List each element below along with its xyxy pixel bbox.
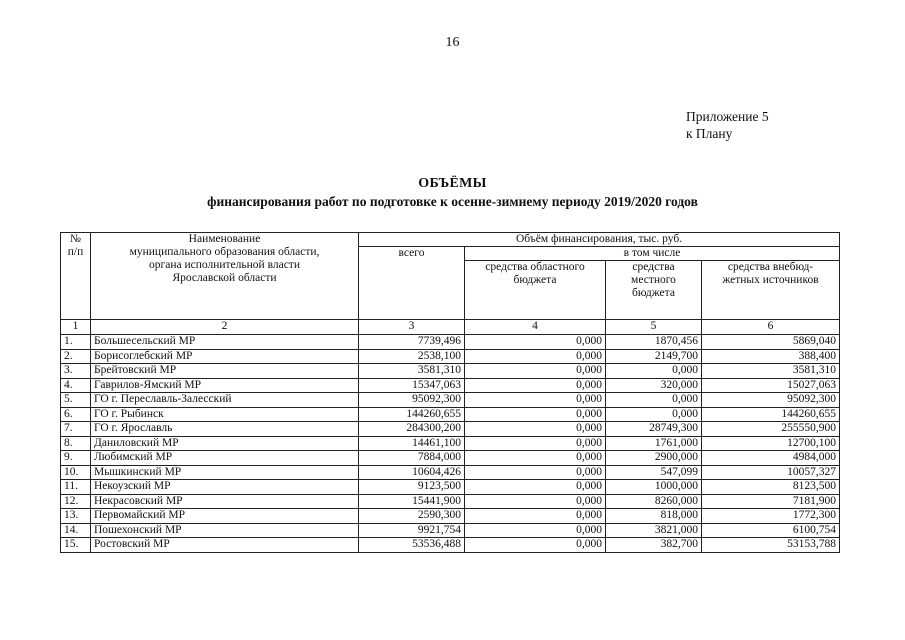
row-name: Любимский МР: [91, 451, 359, 466]
row-total: 53536,488: [359, 538, 465, 553]
row-number: 14.: [61, 523, 91, 538]
row-total: 2590,300: [359, 509, 465, 524]
row-regional: 0,000: [465, 422, 606, 437]
row-number: 1.: [61, 335, 91, 350]
table-header: [61, 233, 840, 335]
row-name: Некоузский МР: [91, 480, 359, 495]
row-offbudget: 388,400: [702, 349, 840, 364]
appendix-note: [686, 108, 769, 142]
row-regional: 0,000: [465, 407, 606, 422]
row-regional: 0,000: [465, 494, 606, 509]
row-number: 13.: [61, 509, 91, 524]
row-number: 4.: [61, 378, 91, 393]
table-row: [61, 509, 840, 524]
table-row: [61, 436, 840, 451]
row-offbudget: 255550,900: [702, 422, 840, 437]
row-name: Большесельский МР: [91, 335, 359, 350]
table-row: [61, 523, 840, 538]
page-number: 16: [445, 35, 460, 50]
row-total: 10604,426: [359, 465, 465, 480]
row-offbudget: 6100,754: [702, 523, 840, 538]
row-offbudget: 5869,040: [702, 335, 840, 350]
row-local: 28749,300: [606, 422, 702, 437]
row-name: Некрасовский МР: [91, 494, 359, 509]
column-number: 2: [91, 320, 359, 335]
row-name: ГО г. Ярославль: [91, 422, 359, 437]
row-local: 0,000: [606, 407, 702, 422]
row-number: 9.: [61, 451, 91, 466]
row-offbudget: 144260,655: [702, 407, 840, 422]
row-offbudget: 10057,327: [702, 465, 840, 480]
row-regional: 0,000: [465, 465, 606, 480]
table-row: [61, 422, 840, 437]
table-row: [61, 451, 840, 466]
row-local: 547,099: [606, 465, 702, 480]
row-number: 6.: [61, 407, 91, 422]
table-row: [61, 378, 840, 393]
row-offbudget: 95092,300: [702, 393, 840, 408]
row-name: Брейтовский МР: [91, 364, 359, 379]
row-number: 15.: [61, 538, 91, 553]
table-row: [61, 494, 840, 509]
row-name: Мышкинский МР: [91, 465, 359, 480]
row-regional: 0,000: [465, 538, 606, 553]
header-including: в том числе: [465, 247, 840, 261]
document-title: ОБЪЁМЫ: [418, 176, 487, 191]
header-total: всего: [359, 247, 465, 320]
row-regional: 0,000: [465, 364, 606, 379]
row-local: 0,000: [606, 393, 702, 408]
column-number: 4: [465, 320, 606, 335]
row-offbudget: 4984,000: [702, 451, 840, 466]
column-number: 6: [702, 320, 840, 335]
table-row: [61, 335, 840, 350]
row-regional: 0,000: [465, 480, 606, 495]
row-local: 818,000: [606, 509, 702, 524]
row-name: ГО г. Переславль-Залесский: [91, 393, 359, 408]
column-number-row: [61, 320, 840, 335]
row-local: 3821,000: [606, 523, 702, 538]
row-number: 7.: [61, 422, 91, 437]
header-regional: средства областного бюджета: [465, 261, 606, 320]
column-number: 5: [606, 320, 702, 335]
row-total: 7739,496: [359, 335, 465, 350]
table-row: [61, 393, 840, 408]
row-offbudget: 3581,310: [702, 364, 840, 379]
row-name: Пошехонский МР: [91, 523, 359, 538]
row-name: Даниловский МР: [91, 436, 359, 451]
header-name: Наименование муниципального образования области, органа исполнительной власти Ярославской области: [91, 233, 359, 320]
row-number: 10.: [61, 465, 91, 480]
row-offbudget: 12700,100: [702, 436, 840, 451]
appendix-line-1: Приложение 5: [686, 109, 769, 124]
header-offbudget: средства внебюд- жетных источников: [702, 261, 840, 320]
row-local: 0,000: [606, 364, 702, 379]
row-total: 15347,063: [359, 378, 465, 393]
row-local: 320,000: [606, 378, 702, 393]
table-row: [61, 480, 840, 495]
row-name: Ростовский МР: [91, 538, 359, 553]
row-total: 2538,100: [359, 349, 465, 364]
row-name: Гаврилов-Ямский МР: [91, 378, 359, 393]
row-total: 9921,754: [359, 523, 465, 538]
row-regional: 0,000: [465, 378, 606, 393]
row-local: 382,700: [606, 538, 702, 553]
header-num: № п/п: [61, 233, 91, 320]
document-subtitle: финансирования работ по подготовке к осенне-зимнему периоду 2019/2020 годов: [207, 194, 698, 209]
row-total: 3581,310: [359, 364, 465, 379]
row-number: 12.: [61, 494, 91, 509]
row-total: 284300,200: [359, 422, 465, 437]
row-local: 2900,000: [606, 451, 702, 466]
row-local: 2149,700: [606, 349, 702, 364]
row-total: 7884,000: [359, 451, 465, 466]
row-total: 95092,300: [359, 393, 465, 408]
row-number: 5.: [61, 393, 91, 408]
row-offbudget: 15027,063: [702, 378, 840, 393]
row-name: ГО г. Рыбинск: [91, 407, 359, 422]
row-local: 1870,456: [606, 335, 702, 350]
header-local: средства местного бюджета: [606, 261, 702, 320]
row-offbudget: 7181,900: [702, 494, 840, 509]
row-regional: 0,000: [465, 509, 606, 524]
row-total: 9123,500: [359, 480, 465, 495]
table-row: [61, 364, 840, 379]
row-local: 1761,000: [606, 436, 702, 451]
column-number: 1: [61, 320, 91, 335]
row-number: 3.: [61, 364, 91, 379]
funding-table: [60, 232, 840, 553]
row-regional: 0,000: [465, 393, 606, 408]
row-number: 8.: [61, 436, 91, 451]
row-total: 15441,900: [359, 494, 465, 509]
appendix-line-2: к Плану: [686, 126, 733, 141]
row-total: 14461,100: [359, 436, 465, 451]
row-regional: 0,000: [465, 436, 606, 451]
row-regional: 0,000: [465, 451, 606, 466]
row-regional: 0,000: [465, 523, 606, 538]
table-row: [61, 407, 840, 422]
table-body: [61, 335, 840, 553]
row-regional: 0,000: [465, 335, 606, 350]
row-total: 144260,655: [359, 407, 465, 422]
row-local: 1000,000: [606, 480, 702, 495]
row-name: Первомайский МР: [91, 509, 359, 524]
table-row: [61, 349, 840, 364]
table-row: [61, 465, 840, 480]
row-local: 8260,000: [606, 494, 702, 509]
row-number: 11.: [61, 480, 91, 495]
header-funding: Объём финансирования, тыс. руб.: [359, 233, 840, 247]
row-offbudget: 8123,500: [702, 480, 840, 495]
row-offbudget: 1772,300: [702, 509, 840, 524]
row-offbudget: 53153,788: [702, 538, 840, 553]
row-number: 2.: [61, 349, 91, 364]
row-name: Борисоглебский МР: [91, 349, 359, 364]
table-row: [61, 538, 840, 553]
column-number: 3: [359, 320, 465, 335]
row-regional: 0,000: [465, 349, 606, 364]
